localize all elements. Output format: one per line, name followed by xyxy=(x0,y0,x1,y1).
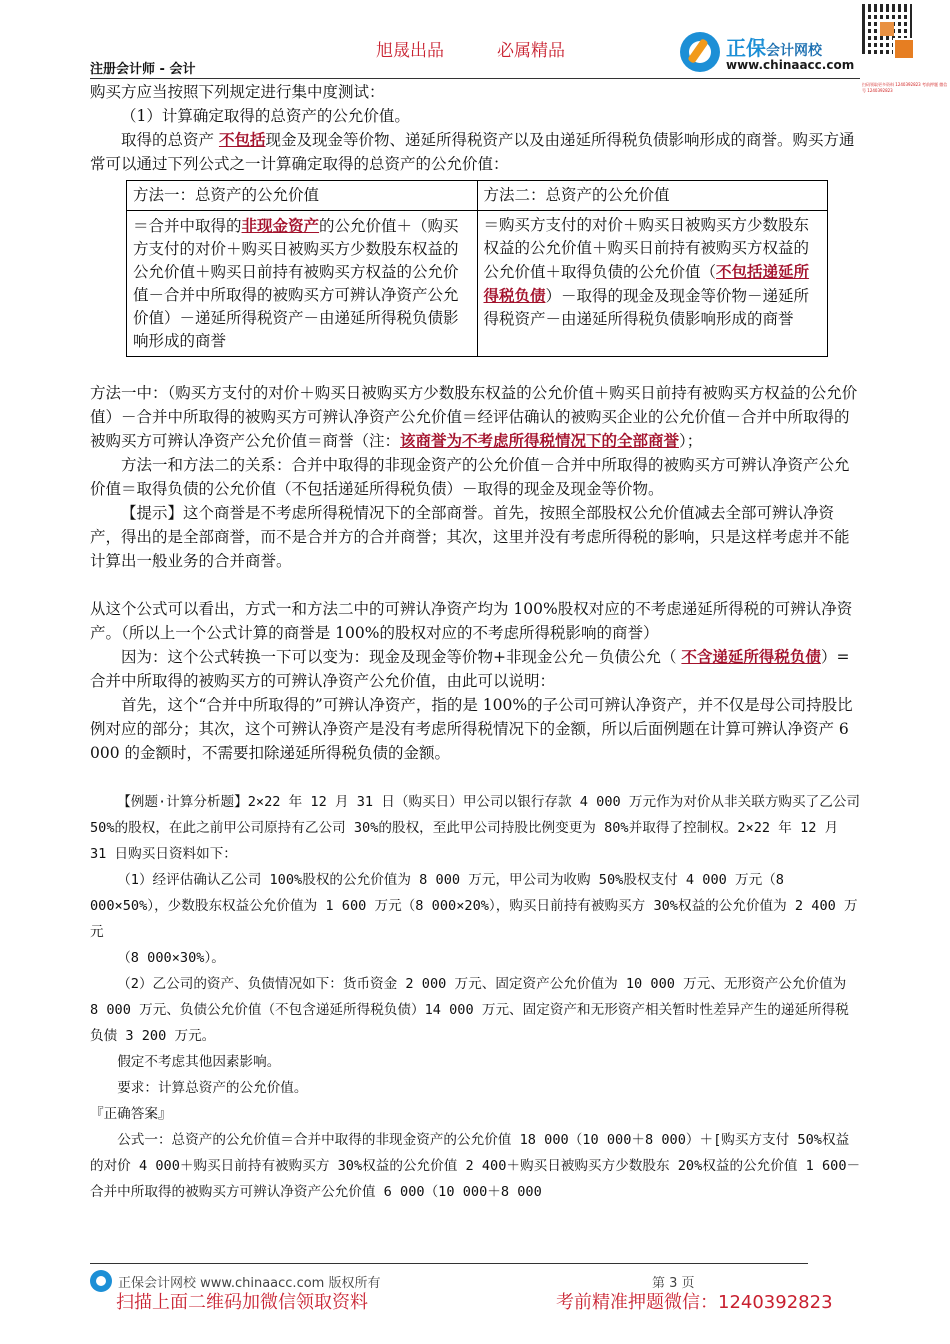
highlight: 不包括 xyxy=(218,130,266,149)
methods-table xyxy=(126,180,828,357)
promo-text-left: 旭晟出品 xyxy=(376,41,444,61)
logo-url: www.chinaacc.com xyxy=(726,58,855,72)
page-number: 第 3 页 xyxy=(652,1276,695,1291)
promo-text-right: 必属精品 xyxy=(497,41,565,61)
footer-logo-icon xyxy=(90,1270,112,1292)
paragraph: 首先，这个“合并中所取得的”可辨认净资产，指的是 100%的子公司可辨认净资产，并不仅是母公司持股比例对应的部分；其次，这个可辨认净资产是没有考虑所得税情况下的金额，所以后面例题在计算可辨认净资产 6 000 的金额时，不需要扣除递延所得税负债的金额。 xyxy=(90,696,853,762)
table-cell: ＝购买方支付的对价＋购买日被购买方少数股东权益的公允价值＋购买日前持有被购买方权益的公允价值＋取得负债的公允价值（不包括递延所得税负债）－取得的现金及现金等价物－递延所得税资产－由递延所得税负债影响形成的商誉 xyxy=(477,211,828,357)
footer-promo-right: 考前精准押题微信：1240392823 xyxy=(556,1292,833,1313)
example-item: （1）经评估确认乙公司 100%股权的公允价值为 8 000 万元，甲公司为收购 50%股权支付 4 000 万元（8 000×50%），少数股东权益公允价值为 1 600 万元（8 000×20%），购买日前持有被购买方 30%权益的公允价值为 2 400 万元 xyxy=(90,872,858,940)
paragraph: 因为：这个公式转换一下可以变为：现金及现金等价物+非现金公允－负债公允（ 不含递延所得税负债）=合并中所取得的被购买方的可辨认净资产公允价值，由此可以说明： xyxy=(90,647,850,690)
qr-badge-icon xyxy=(893,38,915,60)
example-item: （8 000×30%）。 xyxy=(117,950,225,966)
example-requirement: 要求：计算总资产的公允价值。 xyxy=(117,1080,308,1096)
table-row xyxy=(127,181,828,211)
footer-copyright: 正保会计网校 www.chinaacc.com 版权所有 xyxy=(118,1276,381,1291)
highlight: 该商誉为不考虑所得税情况下的全部商誉 xyxy=(400,431,680,450)
paragraph: 从这个公式可以看出，方式一和方法二中的可辨认净资产均为 100%股权对应的不考虑递延所得税的可辨认净资产。（所以上一个公式计算的商誉是 100%的股权对应的不考虑所得税影响的商誉） xyxy=(90,600,853,642)
table-row xyxy=(127,211,828,357)
logo-emblem-icon xyxy=(680,32,720,72)
answer-text: 公式一：总资产的公允价值＝合并中取得的非现金资产的公允价值 18 000（10 000＋8 000）＋[购买方支付 50%权益的对价 4 000＋购买日前持有被购买方 30%权益的公允价值 2 400＋购买日被购买方少数股东 20%权益的公允价值 1 600－合并中所取得的被购买方可辨认净资产公允价值 6 000（10 000＋8 000 xyxy=(90,1132,861,1200)
qr-note: 扫码领取更多资料 1240392823 考前押题 微信号 1240392823 xyxy=(862,82,948,93)
table-header-cell: 方法二：总资产的公允价值 xyxy=(477,181,828,211)
header-divider xyxy=(90,78,860,79)
footer-divider xyxy=(90,1263,808,1264)
main-content xyxy=(90,80,862,1205)
paragraph: 购买方应当按照下列规定进行集中度测试： xyxy=(90,83,385,101)
footer-promo-left: 扫描上面二维码加微信领取资料 xyxy=(116,1292,368,1313)
example-item: （2）乙公司的资产、负债情况如下：货币资金 2 000 万元、固定资产公允价值为 10 000 万元、无形资产公允价值为 8 000 万元、负债公允价值（不包含递延所得税负债）14 000 万元、固定资产和无形资产相关暂时性差异产生的递延所得税负债 3 200 万元。 xyxy=(90,976,849,1044)
answer-heading: 『正确答案』 xyxy=(90,1106,172,1122)
chinaacc-logo[interactable] xyxy=(680,30,860,76)
paragraph: 取得的总资产 不包括现金及现金等价物、递延所得税资产以及由递延所得税负债影响形成的商誉。购买方通常可以通过下列公式之一计算确定取得的总资产的公允价值： xyxy=(90,130,855,173)
example-question: 【例题·计算分析题】2×22 年 12 月 31 日（购买日）甲公司以银行存款 4 000 万元作为对价从非关联方购买了乙公司 50%的股权，在此之前甲公司原持有乙公司 30%的股权，至此甲公司持股比例变更为 80%并取得了控制权。2×22 年 12 月 31 日购买日资料如下： xyxy=(90,794,860,862)
highlight: 不包括递延所得税负债 xyxy=(483,262,810,305)
paragraph: （1）计算确定取得的总资产的公允价值。 xyxy=(121,107,410,125)
table-cell: ＝合并中取得的非现金资产的公允价值＋（购买方支付的对价＋购买日被购买方少数股东权益的公允价值＋购买日前持有被购买方权益的公允价值－合并中所取得的被购买方可辨认净资产公允价值）－递延所得税资产－由递延所得税负债影响形成的商誉 xyxy=(127,211,478,357)
paragraph: 方法一和方法二的关系：合并中取得的非现金资产的公允价值－合并中所取得的被购买方可辨认净资产公允价值＝取得负债的公允价值（不包括递延所得税负债）－取得的现金及现金等价物。 xyxy=(90,456,850,498)
document-title: 注册会计师 - 会计 xyxy=(90,62,196,77)
tip-paragraph: 【提示】这个商誉是不考虑所得税情况下的全部商誉。首先，按照全部股权公允价值减去全部可辨认净资产，得出的是全部商誉，而不是合并方的合并商誉；其次，这里并没有考虑所得税的影响，只是这样考虑并不能计算出一般业务的合并商誉。 xyxy=(90,504,850,570)
paragraph: 方法一中：（购买方支付的对价＋购买日被购买方少数股东权益的公允价值＋购买日前持有被购买方权益的公允价值）－合并中所取得的被购买方可辨认净资产公允价值＝经评估确认的被购买企业的公允价值－合并中所取得的被购买方可辨认净资产公允价值＝商誉（注：该商誉为不考虑所得税情况下的全部商誉）； xyxy=(90,384,858,450)
logo-name: 正保会计网校 xyxy=(726,36,822,60)
table-header-cell: 方法一：总资产的公允价值 xyxy=(127,181,478,211)
example-section xyxy=(90,789,862,1205)
example-item: 假定不考虑其他因素影响。 xyxy=(117,1054,281,1070)
highlight: 不含递延所得税负债 xyxy=(681,647,821,666)
highlight: 非现金资产 xyxy=(241,216,320,235)
